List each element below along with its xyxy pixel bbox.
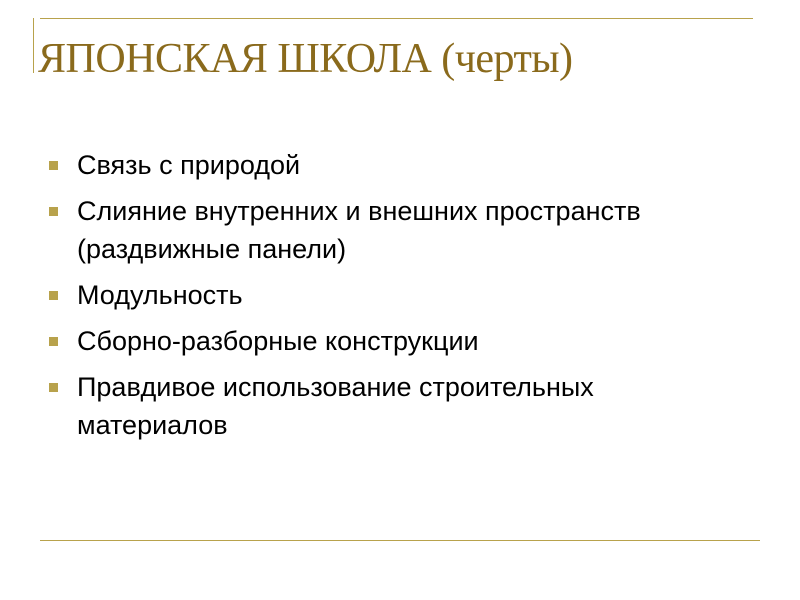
square-bullet-icon: [49, 337, 58, 346]
title-left-rule: [33, 18, 34, 73]
bullet-text: Модульность: [77, 280, 243, 310]
bullet-text: Правдивое использование строительных материалов: [77, 372, 594, 440]
bullet-item-nature: [44, 146, 744, 184]
bullet-item-spaces: [44, 192, 744, 268]
bullet-text: Слияние внутренних и внешних пространств (раздвижные панели): [77, 196, 641, 264]
title-top-rule: [40, 18, 753, 19]
bullet-item-modularity: [44, 276, 744, 314]
square-bullet-icon: [49, 383, 58, 392]
bullet-item-prefab: [44, 322, 744, 360]
bullet-text: Сборно-разборные конструкции: [77, 326, 479, 356]
bullet-list: [44, 146, 744, 452]
bullet-item-materials: [44, 368, 744, 444]
slide-title: ЯПОНСКАЯ ШКОЛА (черты): [38, 36, 573, 82]
footer-rule: [40, 540, 760, 541]
square-bullet-icon: [49, 291, 58, 300]
square-bullet-icon: [49, 207, 58, 216]
square-bullet-icon: [49, 161, 58, 170]
bullet-text: Связь с природой: [77, 150, 301, 180]
